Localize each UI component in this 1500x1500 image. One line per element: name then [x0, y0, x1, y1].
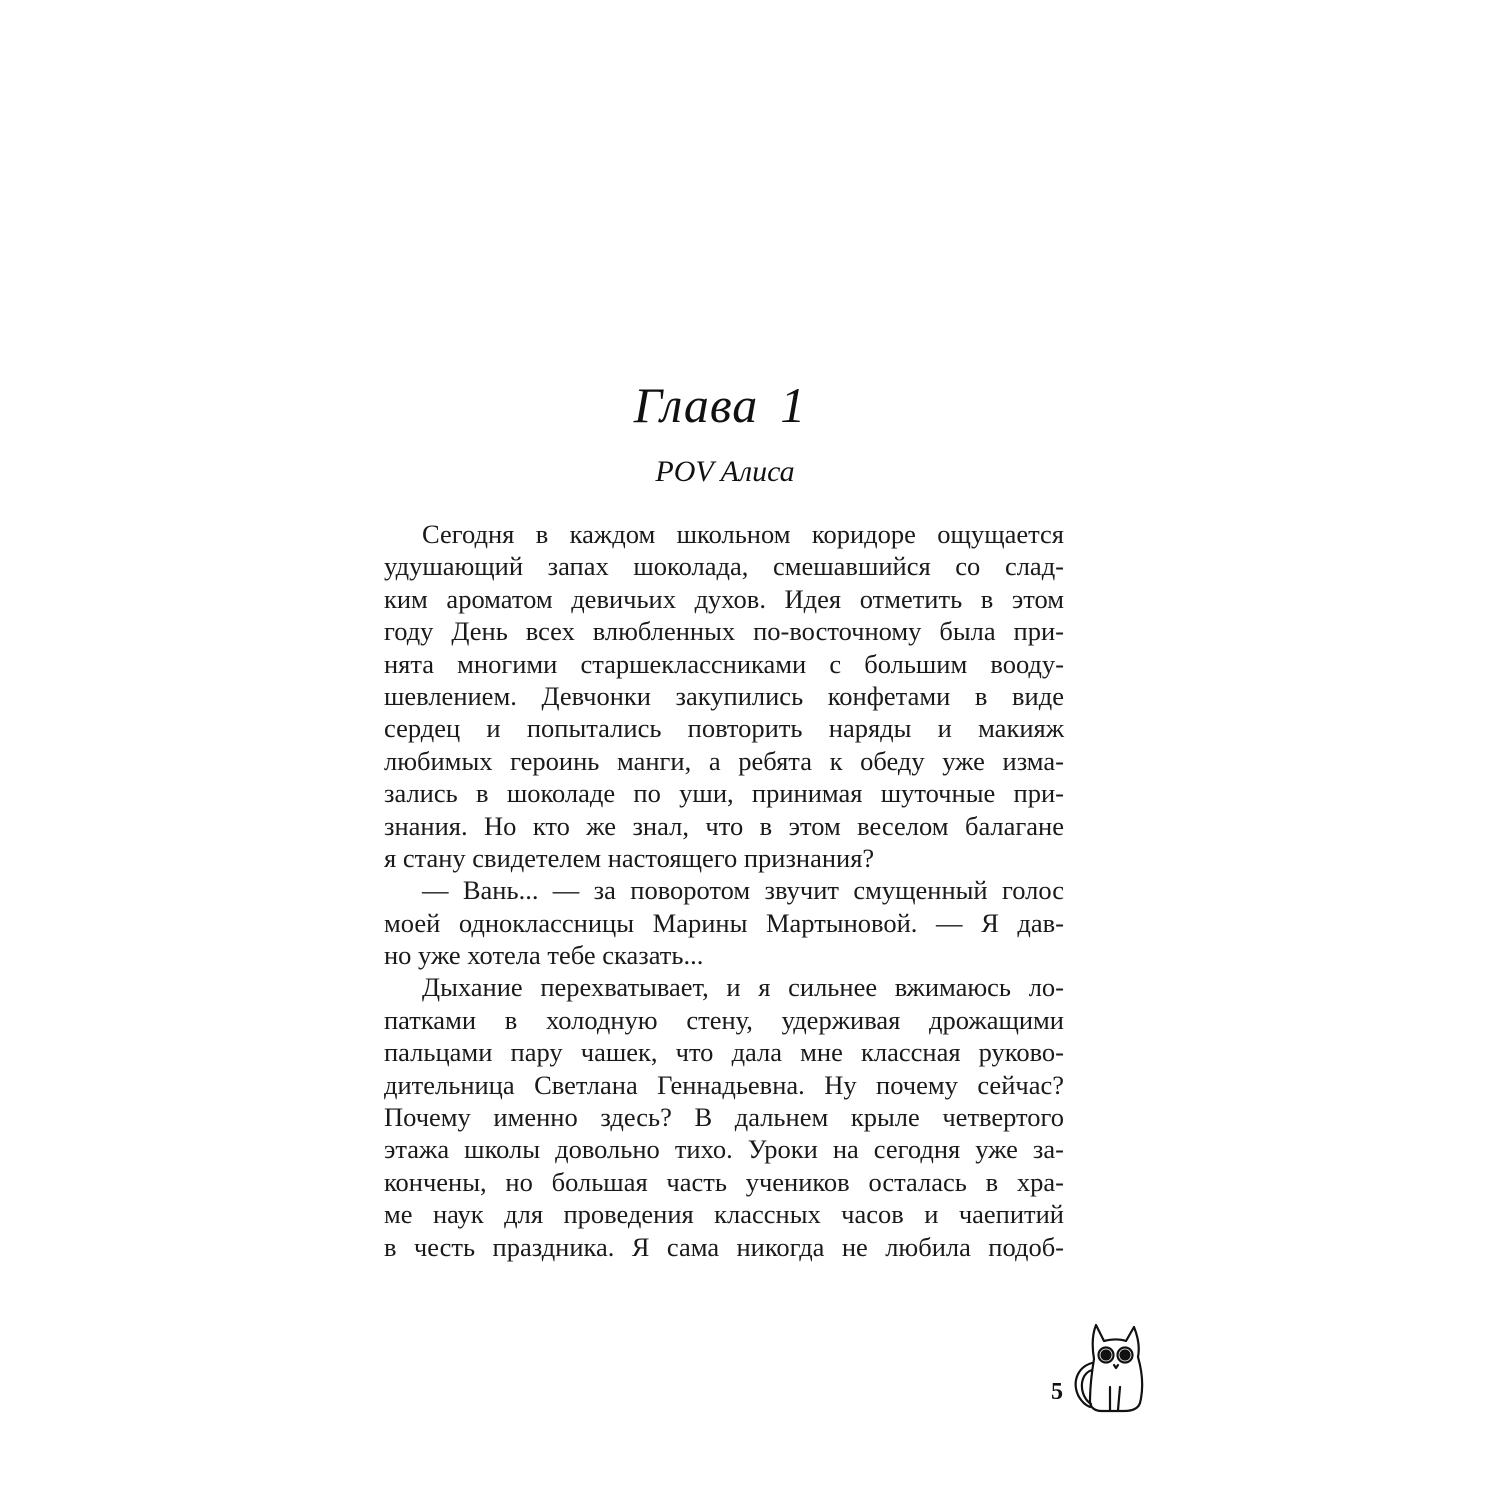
text-line: кончены, но большая часть учеников осталась в хра-	[384, 1166, 1064, 1197]
text-line: я стану свидетелем настоящего признания?	[384, 842, 875, 873]
text-line: любимых героинь манги, а ребята к обеду уже изма-	[384, 745, 1064, 776]
cat-icon	[1068, 1315, 1148, 1415]
text-line: нята многими старшеклассниками с большим вооду-	[384, 648, 1064, 679]
chapter-subtitle-pov: POV Алиса	[655, 455, 795, 488]
text-line: ким ароматом девичьих духов. Идея отметить в этом	[384, 583, 1064, 614]
text-line: моей одноклассницы Марины Мартыновой. — Я дав-	[384, 907, 1064, 938]
text-line: ме наук для проведения классных часов и чаепитий	[384, 1199, 1064, 1230]
text-line: Дыхание перехватывает, и я сильнее вжимаюсь ло-	[422, 972, 1064, 1003]
chapter-number: 1	[780, 377, 807, 433]
text-line: году День всех влюбленных по-восточному была при-	[384, 616, 1064, 647]
text-line: в честь праздника. Я сама никогда не любила подоб-	[384, 1231, 1064, 1262]
text-line: этажа школы довольно тихо. Уроки на сегодня уже за-	[384, 1134, 1064, 1165]
text-line: сердец и попытались повторить наряды и макияж	[384, 713, 1064, 744]
chapter-title-word: Глава	[633, 377, 759, 433]
chapter-body-text	[384, 518, 1064, 1263]
text-line: пальцами пару чашек, что дала мне классная руково-	[384, 1037, 1064, 1068]
text-line: зались в шоколаде по уши, принимая шуточные при-	[384, 778, 1064, 809]
text-line: патками в холодную стену, удерживая дрожащими	[384, 1004, 1064, 1035]
text-line: знания. Но кто же знал, что в этом веселом балагане	[384, 810, 1064, 841]
chapter-title	[0, 375, 1440, 435]
text-line: удушающий запах шоколада, смешавшийся со слад-	[384, 551, 1064, 582]
text-line: Почему именно здесь? В дальнем крыле четвертого	[384, 1102, 1064, 1133]
text-line: но уже хотела тебе сказать...	[384, 940, 704, 971]
text-line: Сегодня в каждом школьном коридоре ощущается	[422, 519, 1064, 549]
text-line: — Вань... — за поворотом звучит смущенный голос	[422, 875, 1064, 906]
text-line: шевлением. Девчонки закупились конфетами в виде	[384, 680, 1064, 711]
page-number: 5	[1051, 1379, 1063, 1405]
text-line: дительница Светлана Геннадьевна. Ну почему сейчас?	[384, 1069, 1064, 1100]
